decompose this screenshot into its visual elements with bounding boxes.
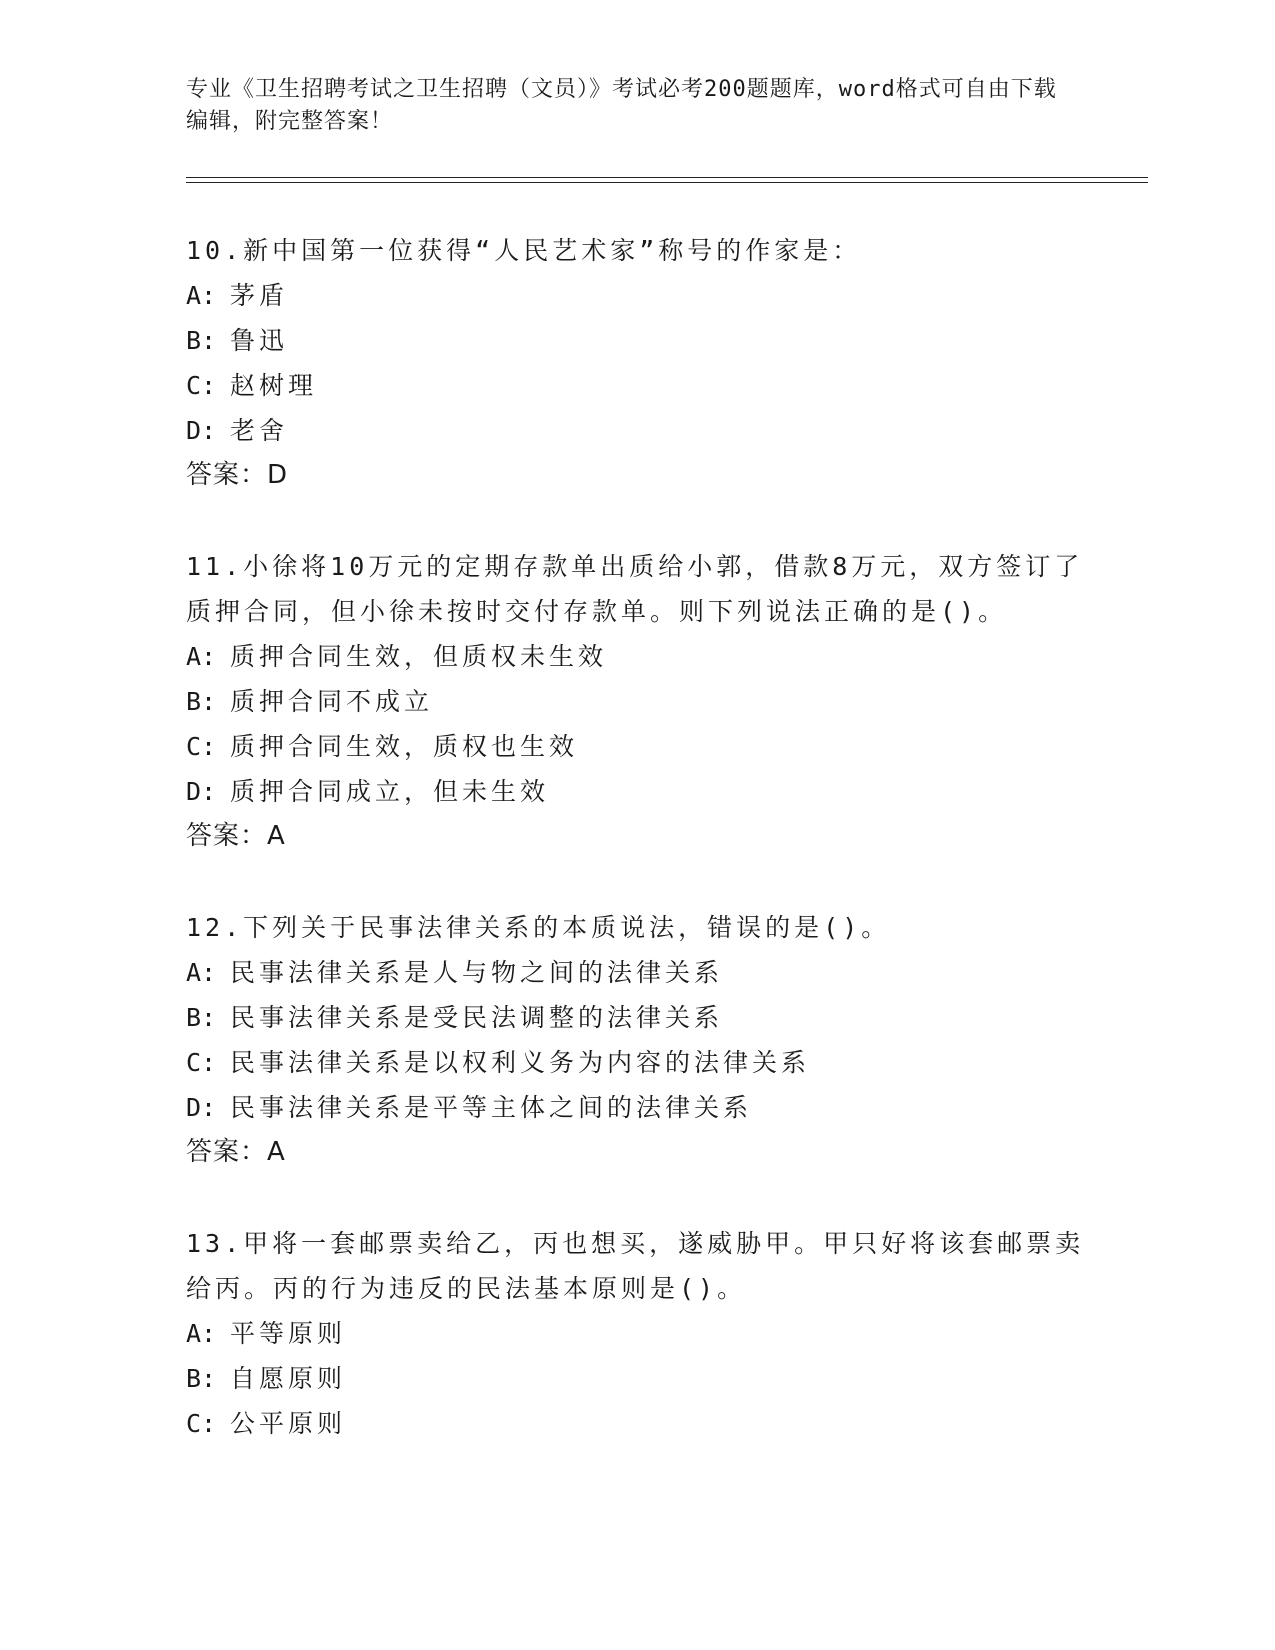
option-a	[186, 1311, 1086, 1356]
option-key: D:	[186, 1093, 217, 1122]
option-b	[186, 318, 1086, 363]
option-d	[186, 769, 1086, 814]
question-13	[186, 1221, 1086, 1446]
option-key: B:	[186, 326, 217, 355]
option-c	[186, 724, 1086, 769]
option-c	[186, 363, 1086, 408]
option-text: 自愿原则	[230, 1364, 347, 1393]
option-d	[186, 1085, 1086, 1130]
option-key: A:	[186, 642, 217, 671]
option-b	[186, 995, 1086, 1040]
option-b	[186, 1356, 1086, 1401]
option-text: 民事法律关系是以权利义务为内容的法律关系	[230, 1048, 811, 1077]
option-key: C:	[186, 1048, 217, 1077]
option-key: A:	[186, 958, 217, 987]
option-c	[186, 1401, 1086, 1446]
option-key: B:	[186, 1003, 217, 1032]
option-text: 平等原则	[230, 1319, 347, 1348]
question-list	[186, 228, 1086, 1492]
answer-line: 答案：A	[186, 821, 286, 851]
option-text: 质押合同成立，但未生效	[230, 777, 550, 806]
option-d	[186, 408, 1086, 453]
option-text: 质押合同生效，质权也生效	[230, 732, 579, 761]
option-text: 民事法律关系是受民法调整的法律关系	[230, 1003, 724, 1032]
option-b	[186, 679, 1086, 724]
header-divider-top	[186, 177, 1148, 178]
option-a	[186, 950, 1086, 995]
question-stem: 13.甲将一套邮票卖给乙，丙也想买，遂威胁甲。甲只好将该套邮票卖给丙。丙的行为违反的民法基本原则是()。	[186, 1229, 1085, 1303]
option-text: 赵树理	[230, 371, 318, 400]
question-stem: 12.下列关于民事法律关系的本质说法，错误的是()。	[186, 913, 891, 942]
option-text: 民事法律关系是人与物之间的法律关系	[230, 958, 724, 987]
option-key: D:	[186, 416, 217, 445]
option-text: 鲁迅	[230, 326, 289, 355]
question-12	[186, 905, 1086, 1175]
option-text: 公平原则	[230, 1409, 347, 1438]
option-text: 质押合同不成立	[230, 687, 434, 716]
option-key: C:	[186, 1409, 217, 1438]
option-text: 民事法律关系是平等主体之间的法律关系	[230, 1093, 753, 1122]
option-c	[186, 1040, 1086, 1085]
option-key: A:	[186, 281, 217, 310]
answer-line: 答案：D	[186, 460, 289, 490]
option-key: B:	[186, 1364, 217, 1393]
option-a	[186, 273, 1086, 318]
option-text: 质押合同生效，但质权未生效	[230, 642, 608, 671]
header-divider-bottom	[186, 182, 1148, 183]
question-stem: 11.小徐将10万元的定期存款单出质给小郭，借款8万元，双方签订了质押合同，但小徐未按时交付存款单。则下列说法正确的是()。	[186, 552, 1084, 626]
option-key: C:	[186, 371, 217, 400]
answer-line: 答案：A	[186, 1137, 286, 1167]
question-10	[186, 228, 1086, 498]
option-key: D:	[186, 777, 217, 806]
option-key: B:	[186, 687, 217, 716]
question-11	[186, 544, 1086, 859]
document-header: 专业《卫生招聘考试之卫生招聘（文员）》考试必考200题题库，word格式可自由下载编辑，附完整答案！	[186, 77, 1057, 134]
option-key: C:	[186, 732, 217, 761]
question-stem: 10.新中国第一位获得“人民艺术家”称号的作家是：	[186, 236, 862, 265]
option-a	[186, 634, 1086, 679]
option-text: 老舍	[230, 416, 289, 445]
option-text: 茅盾	[230, 281, 289, 310]
option-key: A:	[186, 1319, 217, 1348]
